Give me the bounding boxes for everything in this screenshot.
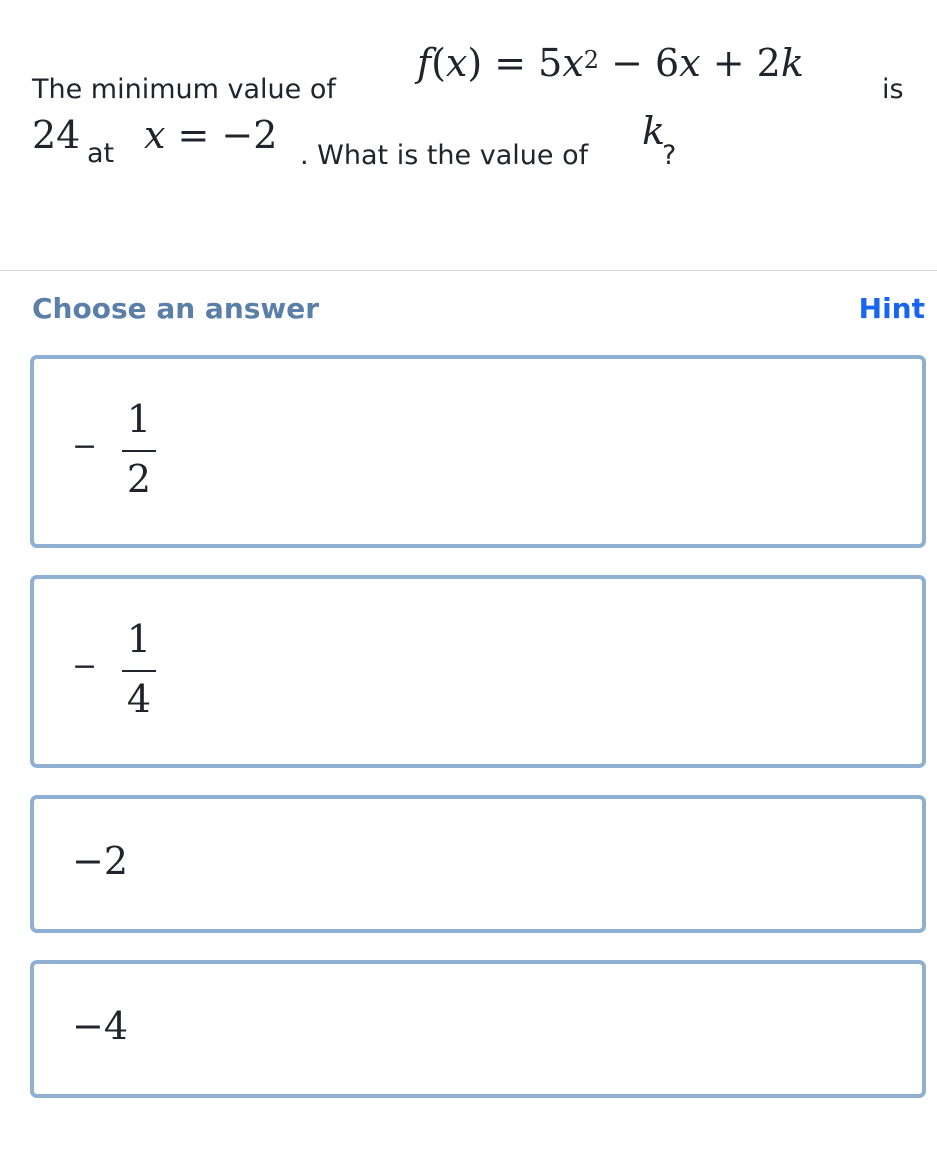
math-k: k (780, 41, 804, 85)
math-x-squared-base: x (562, 41, 584, 85)
answer-value-neg-two: −2 (72, 839, 129, 883)
math-minus-six: − 6 (599, 41, 680, 85)
answer-value-neg-four: −4 (72, 1004, 129, 1048)
fraction-numerator: 1 (126, 617, 152, 661)
answer-choice-c[interactable] (30, 795, 926, 933)
math-equals-five: ) = 5 (467, 41, 563, 85)
section-divider (0, 270, 937, 271)
fraction-sign: − (72, 649, 98, 684)
question-text-prefix: The minimum value of (32, 74, 336, 105)
fraction-bar (122, 670, 156, 672)
math-plus-two: + 2 (700, 41, 781, 85)
math-k-italic: k (642, 109, 666, 153)
min-value-24: 24 (32, 113, 81, 157)
hint-button[interactable]: Hint (858, 292, 925, 325)
fraction-denominator: 2 (126, 457, 152, 501)
function-expression (417, 41, 804, 85)
math-x: x (445, 41, 468, 85)
fraction-denominator: 4 (126, 677, 152, 721)
answer-choice-a[interactable] (30, 355, 926, 548)
question-mark: ? (662, 140, 677, 171)
answer-choice-b[interactable] (30, 575, 926, 768)
fraction-bar (122, 450, 156, 452)
math-eq-neg-two: = −2 (165, 113, 278, 157)
answer-choice-d[interactable] (30, 960, 926, 1098)
math-x-var: x (144, 113, 166, 157)
choose-answer-label: Choose an answer (32, 292, 320, 325)
math-open-paren: ( (431, 41, 446, 85)
question-text-is: is (882, 74, 904, 105)
fraction-sign: − (72, 429, 98, 464)
fraction-numerator: 1 (126, 397, 152, 441)
math-exponent: 2 (583, 46, 600, 74)
x-equals-neg2 (144, 113, 278, 157)
math-x-linear: x (679, 41, 701, 85)
question-text-at: at (87, 138, 115, 169)
math-f: f (417, 41, 432, 85)
question-text-what-is: . What is the value of (300, 140, 589, 171)
